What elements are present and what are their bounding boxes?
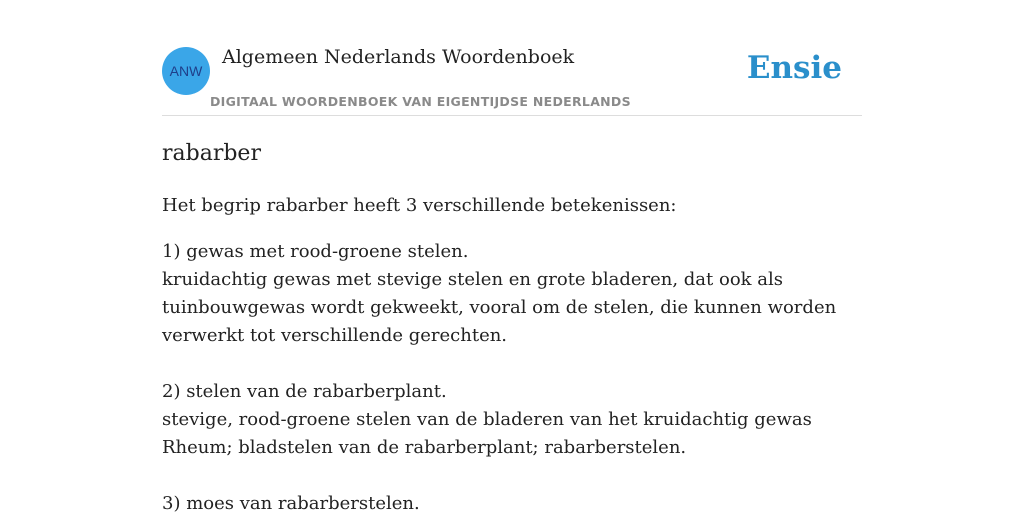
header-divider [162,115,862,116]
ensie-logo[interactable]: Ensie [746,50,842,86]
meaning-item [162,490,862,512]
headword: rabarber [162,141,261,166]
entry-intro: Het begrip rabarber heeft 3 verschillende betekenissen: [162,195,677,216]
site-title[interactable]: Algemeen Nederlands Woordenboek [222,46,575,68]
logo-text: ANW [169,63,203,79]
site-header [162,44,862,116]
meaning-title: 1) gewas met rood-groene stelen. [162,241,469,262]
site-subtitle: DIGITAAL WOORDENBOEK VAN EIGENTIJDSE NEDERLANDS [210,94,631,109]
meaning-description: stevige, rood-groene stelen van de bladeren van het kruidachtig gewas Rheum; bladstelen van de rabarberplant; rabarberstelen. [162,409,812,458]
meaning-title: 3) moes van rabarberstelen. [162,493,420,512]
meaning-description: kruidachtig gewas met stevige stelen en grote bladeren, dat ook als tuinbouwgewas wordt gekweekt, vooral om de stelen, die kunnen worden verwerkt tot verschillende gerechten. [162,269,837,346]
meanings-list [162,238,862,512]
anw-logo[interactable] [162,47,210,95]
meaning-item [162,378,862,462]
meaning-title: 2) stelen van de rabarberplant. [162,381,447,402]
entry-content [162,138,862,512]
meaning-item [162,238,862,350]
